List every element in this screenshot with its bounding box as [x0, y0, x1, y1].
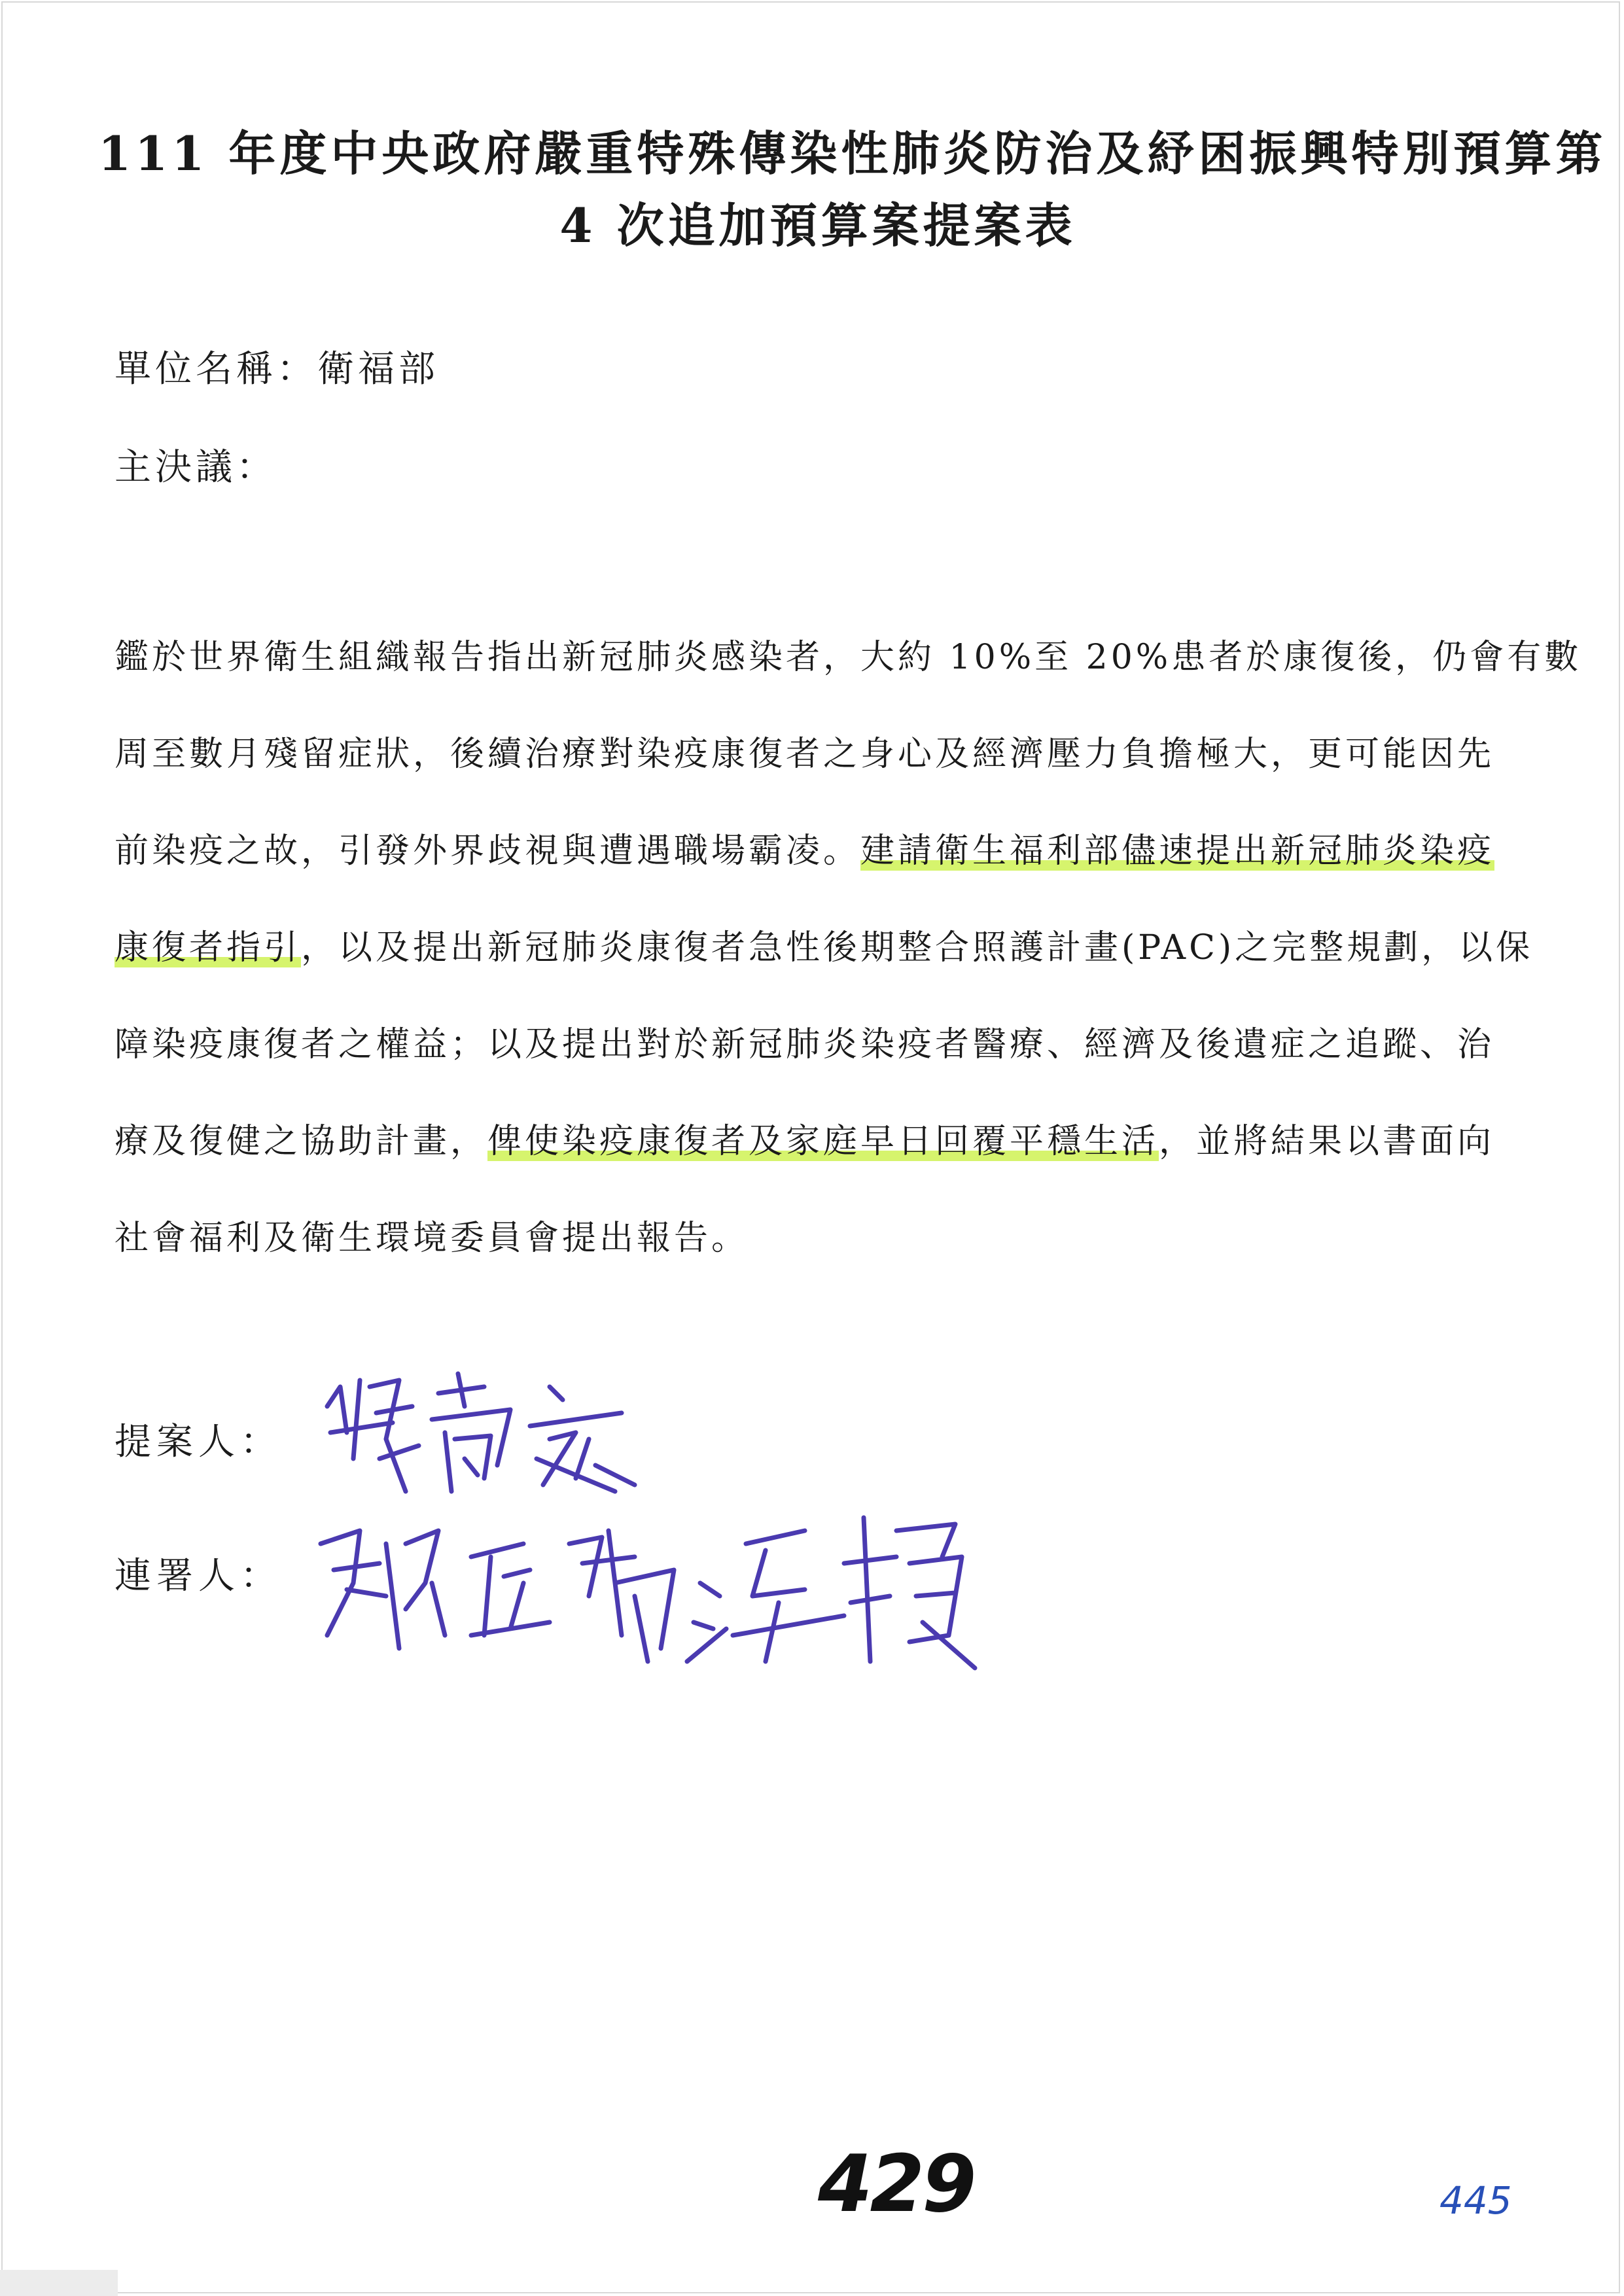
body-text-segment: 療及復健之協助計畫，	[115, 1122, 488, 1161]
cosigner-signature-2	[687, 1531, 844, 1661]
unit-name-field	[115, 340, 439, 392]
cosigner-signature-1	[321, 1531, 445, 1648]
body-line	[115, 1012, 1541, 1109]
scan-edge-strip	[0, 2270, 118, 2296]
highlighted-text: 建請衛生福利部儘速提出新冠肺炎染疫	[860, 831, 1495, 871]
body-line	[115, 818, 1541, 915]
title-line-2: 4 次追加預算案提案表	[559, 198, 1076, 253]
body-text-segment: 社會福利及衛生環境委員會提出報告。	[115, 1219, 749, 1258]
cosigner-signatures	[308, 1505, 995, 1675]
body-text-segment: 障染疫康復者之權益；以及提出對於新冠肺炎染疫者醫療、經濟及後遺症之追蹤、治	[115, 1025, 1495, 1064]
body-line	[115, 1109, 1541, 1206]
unit-name-value: 衛福部	[317, 348, 439, 391]
title-line-1: 111 年度中央政府嚴重特殊傳染性肺炎防治及紓困振興特別預算第	[98, 126, 1607, 181]
highlighted-text: 康復者指引	[115, 928, 302, 967]
page-number: 429	[818, 2139, 974, 2230]
resolution-body	[115, 625, 1582, 1302]
body-text-segment: ，以及提出新冠肺炎康復者急性後期整合照護計畫(PAC)之完整規劃，以保	[301, 928, 1534, 967]
body-text-segment: 鑑於世界衛生組織報告指出新冠肺炎感染者，大約 10%至 20%患者於康復後，仍會有數	[115, 638, 1582, 677]
main-resolution-label: 主決議：	[115, 446, 277, 489]
proposer-label: 提案人：	[115, 1421, 282, 1463]
body-line	[115, 1206, 1541, 1302]
body-line	[115, 722, 1541, 818]
body-text-segment: 前染疫之故，引發外界歧視與遭遇職場霸凌。	[115, 831, 861, 871]
proposer-signature	[314, 1361, 654, 1518]
body-text-segment: 周至數月殘留症狀，後續治療對染疫康復者之身心及經濟壓力負擔極大，更可能因先	[115, 735, 1495, 774]
highlighted-text: 俾使染疫康復者及家庭早日回覆平穩生活	[487, 1122, 1159, 1161]
body-line	[115, 915, 1541, 1012]
body-text-segment: ，並將結果以書面向	[1159, 1122, 1495, 1161]
body-line	[115, 625, 1582, 722]
document-title	[98, 118, 1607, 262]
unit-name-label: 單位名稱：	[115, 348, 317, 391]
cosigner-label: 連署人：	[115, 1555, 282, 1597]
page-number-secondary: 445	[1439, 2178, 1512, 2223]
